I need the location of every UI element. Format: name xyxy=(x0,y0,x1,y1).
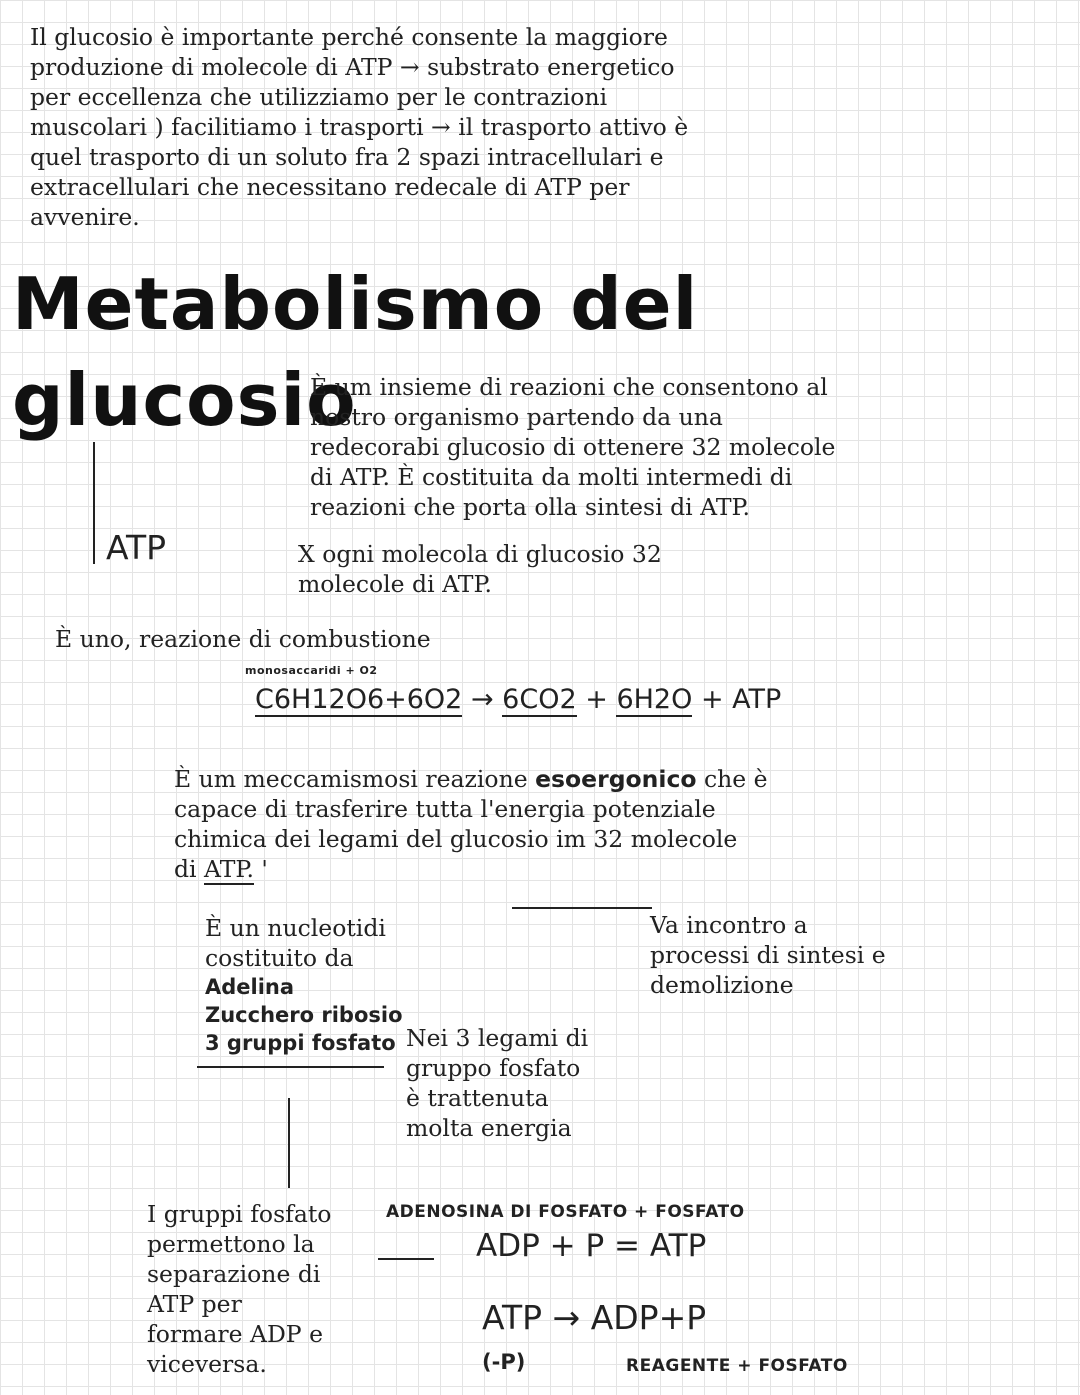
definition-line: È um insieme di reazioni che consentono al xyxy=(310,373,828,401)
exergonic-text: di xyxy=(174,855,205,883)
page-title-line2: glucosio xyxy=(12,358,357,442)
intro-line: Il glucosio è importante perché consente la maggiore xyxy=(30,23,668,51)
phosphate-line: ATP per xyxy=(147,1290,242,1318)
definition-line: nostro organismo partendo da una xyxy=(310,403,723,431)
phosphate-line: formare ADP e xyxy=(147,1320,323,1348)
atp-note-line: molecole di ATP. xyxy=(298,570,492,598)
bonds-line: gruppo fosfato xyxy=(406,1054,581,1082)
connector-line-vertical xyxy=(288,1098,290,1188)
phosphate-line: permettono la xyxy=(147,1230,315,1258)
connector-line xyxy=(512,907,652,909)
reagent-caption: REAGENTE + FOSFATO xyxy=(626,1356,848,1376)
equation-water: 6H2O xyxy=(616,684,693,715)
equation-reactants: C6H12O6+6O2 xyxy=(255,684,463,715)
combustion-equation xyxy=(255,684,781,715)
nucleotide-block xyxy=(205,913,403,1057)
atp-note xyxy=(298,539,662,599)
bonds-line: Nei 3 legami di xyxy=(406,1024,589,1052)
exergonic-line xyxy=(174,854,768,884)
bonds-line: è trattenuta xyxy=(406,1084,549,1112)
atp-label: ATP xyxy=(106,528,167,567)
bonds-line: molta energia xyxy=(406,1114,572,1142)
exergonic-keyword: esoergonico xyxy=(535,765,697,793)
exergonic-line xyxy=(174,764,768,794)
exergonic-paragraph xyxy=(174,764,768,884)
intro-line: extracellulari che necessitano redecale di ATP per xyxy=(30,173,630,201)
phosphate-line: viceversa. xyxy=(147,1350,267,1378)
intro-line: muscolari ) facilitiamo i trasporti → il trasporto attivo è xyxy=(30,113,689,141)
definition-line: reazioni che porta olla sintesi di ATP. xyxy=(310,493,751,521)
nucleotide-line: costituito da xyxy=(205,944,354,972)
atp-note-line: X ogni molecola di glucosio 32 xyxy=(298,540,662,568)
exergonic-line: capace di trasferire tutta l'energia potenziale xyxy=(174,795,716,823)
nucleotide-line: È un nucleotidi xyxy=(205,914,386,942)
component-adenine: Adelina xyxy=(205,975,295,999)
phosphate-note xyxy=(147,1199,331,1379)
equation-atp: + ATP xyxy=(700,684,782,715)
exergonic-text: che è xyxy=(696,765,768,793)
equation-plus: + xyxy=(585,684,608,715)
intro-line: quel trasporto di un soluto fra 2 spazi intracellulari e xyxy=(30,143,664,171)
definition-line: redecorabi glucosio di ottenere 32 molecole xyxy=(310,433,836,461)
hydrolysis-equation: ATP → ADP+P xyxy=(482,1298,707,1337)
definition-line: di ATP. È costituita da molti intermedi di xyxy=(310,463,793,491)
adp-caption: ADENOSINA DI FOSFATO + FOSFATO xyxy=(386,1202,745,1222)
intro-paragraph xyxy=(30,22,688,232)
phosphate-line: separazione di xyxy=(147,1260,321,1288)
adp-equation: ADP + P = ATP xyxy=(476,1228,707,1264)
synthesis-line: demolizione xyxy=(650,971,794,999)
intro-line: produzione di molecole di ATP → substrato energetico xyxy=(30,53,675,81)
page-title-line1: Metabolismo del xyxy=(12,262,699,346)
bonds-note xyxy=(406,1023,588,1143)
combustion-annotation: monosaccaridi + O2 xyxy=(245,664,378,677)
divider-line xyxy=(197,1066,384,1068)
combustion-heading: È uno, reazione di combustione xyxy=(55,625,431,653)
exergonic-text: È um meccamismosi reazione xyxy=(174,765,536,793)
minus-phosphate: (-P) xyxy=(482,1350,526,1374)
equation-arrow: → xyxy=(470,684,494,715)
intro-line: avvenire. xyxy=(30,203,140,231)
exergonic-atp: ATP. xyxy=(204,855,254,883)
component-phosphates: 3 gruppi fosfato xyxy=(205,1031,396,1055)
component-ribose: Zucchero ribosio xyxy=(205,1003,403,1027)
definition-paragraph xyxy=(310,372,835,522)
exergonic-line: chimica dei legami del glucosio im 32 molecole xyxy=(174,825,738,853)
equation-co2: 6CO2 xyxy=(502,684,577,715)
synthesis-line: Va incontro a xyxy=(650,911,808,939)
intro-line: per eccellenza che utilizziamo per le contrazioni xyxy=(30,83,608,111)
phosphate-line: I gruppi fosfato xyxy=(147,1200,332,1228)
dash-line xyxy=(378,1258,434,1260)
exergonic-text: ' xyxy=(253,855,268,883)
branch-line xyxy=(93,442,95,564)
synthesis-line: processi di sintesi e xyxy=(650,941,886,969)
synthesis-note xyxy=(650,910,886,1000)
